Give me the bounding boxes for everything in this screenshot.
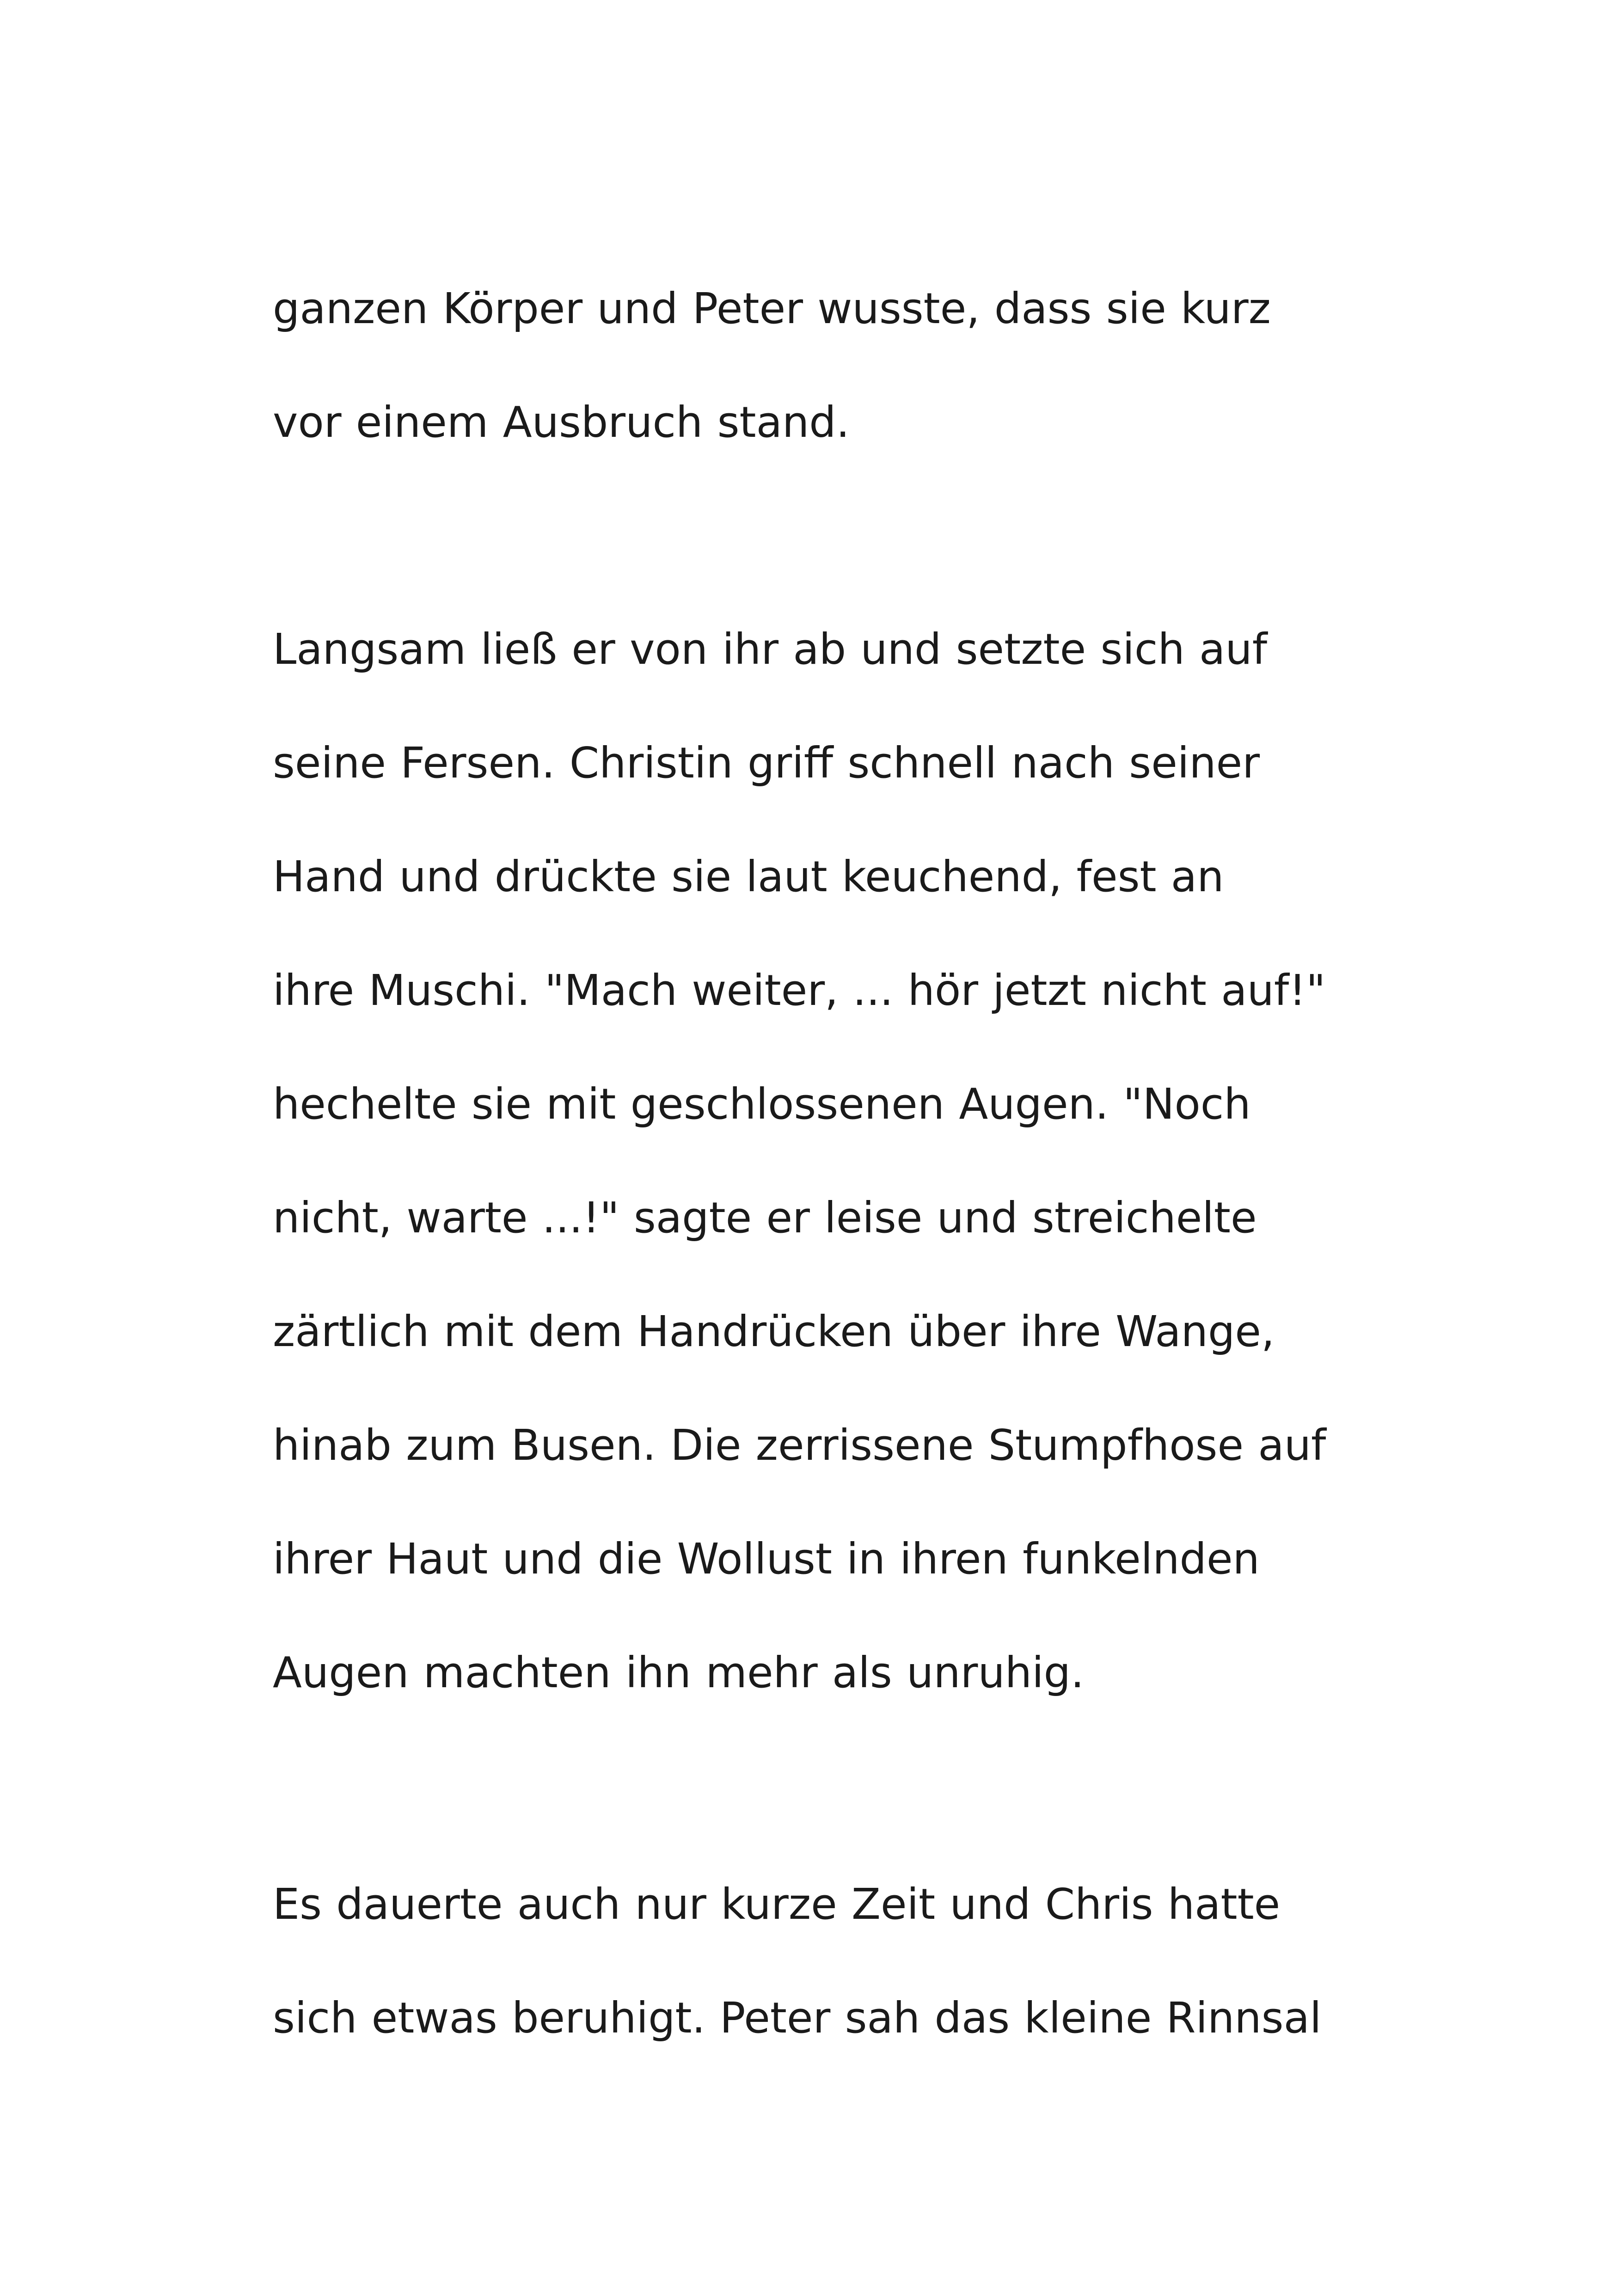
text-line: Es dauerte auch nur kurze Zeit und Chris hatte: [273, 1880, 1281, 1929]
text-line: hinab zum Busen. Die zerrissene Stumpfhose auf: [273, 1420, 1326, 1470]
text-line: ihre Muschi. "Mach weiter, ... hör jetzt nicht auf!": [273, 966, 1326, 1015]
text-line: hechelte sie mit geschlossenen Augen. "Noch: [273, 1079, 1251, 1129]
text-line: Langsam ließ er von ihr ab und setzte sich auf: [273, 625, 1268, 674]
text-line: zärtlich mit dem Handrücken über ihre Wange,: [273, 1307, 1275, 1356]
text-line: Augen machten ihn mehr als unruhig.: [273, 1648, 1085, 1697]
paragraph-3: [273, 1848, 1405, 2075]
text-line: seine Fersen. Christin griff schnell nach seiner: [273, 738, 1260, 788]
text-line: sich etwas beruhigt. Peter sah das kleine Rinnsal: [273, 1993, 1322, 2043]
text-line: ganzen Körper und Peter wusste, dass sie kurz: [273, 284, 1271, 333]
paragraph-1: [273, 252, 1405, 479]
text-line: nicht, warte ...!" sagte er leise und streichelte: [273, 1193, 1257, 1243]
text-line: ihrer Haut und die Wollust in ihren funkelnden: [273, 1534, 1260, 1584]
text-line: Hand und drückte sie laut keuchend, fest an: [273, 852, 1224, 901]
paragraph-2: [273, 593, 1405, 1730]
text-line: vor einem Ausbruch stand.: [273, 398, 850, 447]
